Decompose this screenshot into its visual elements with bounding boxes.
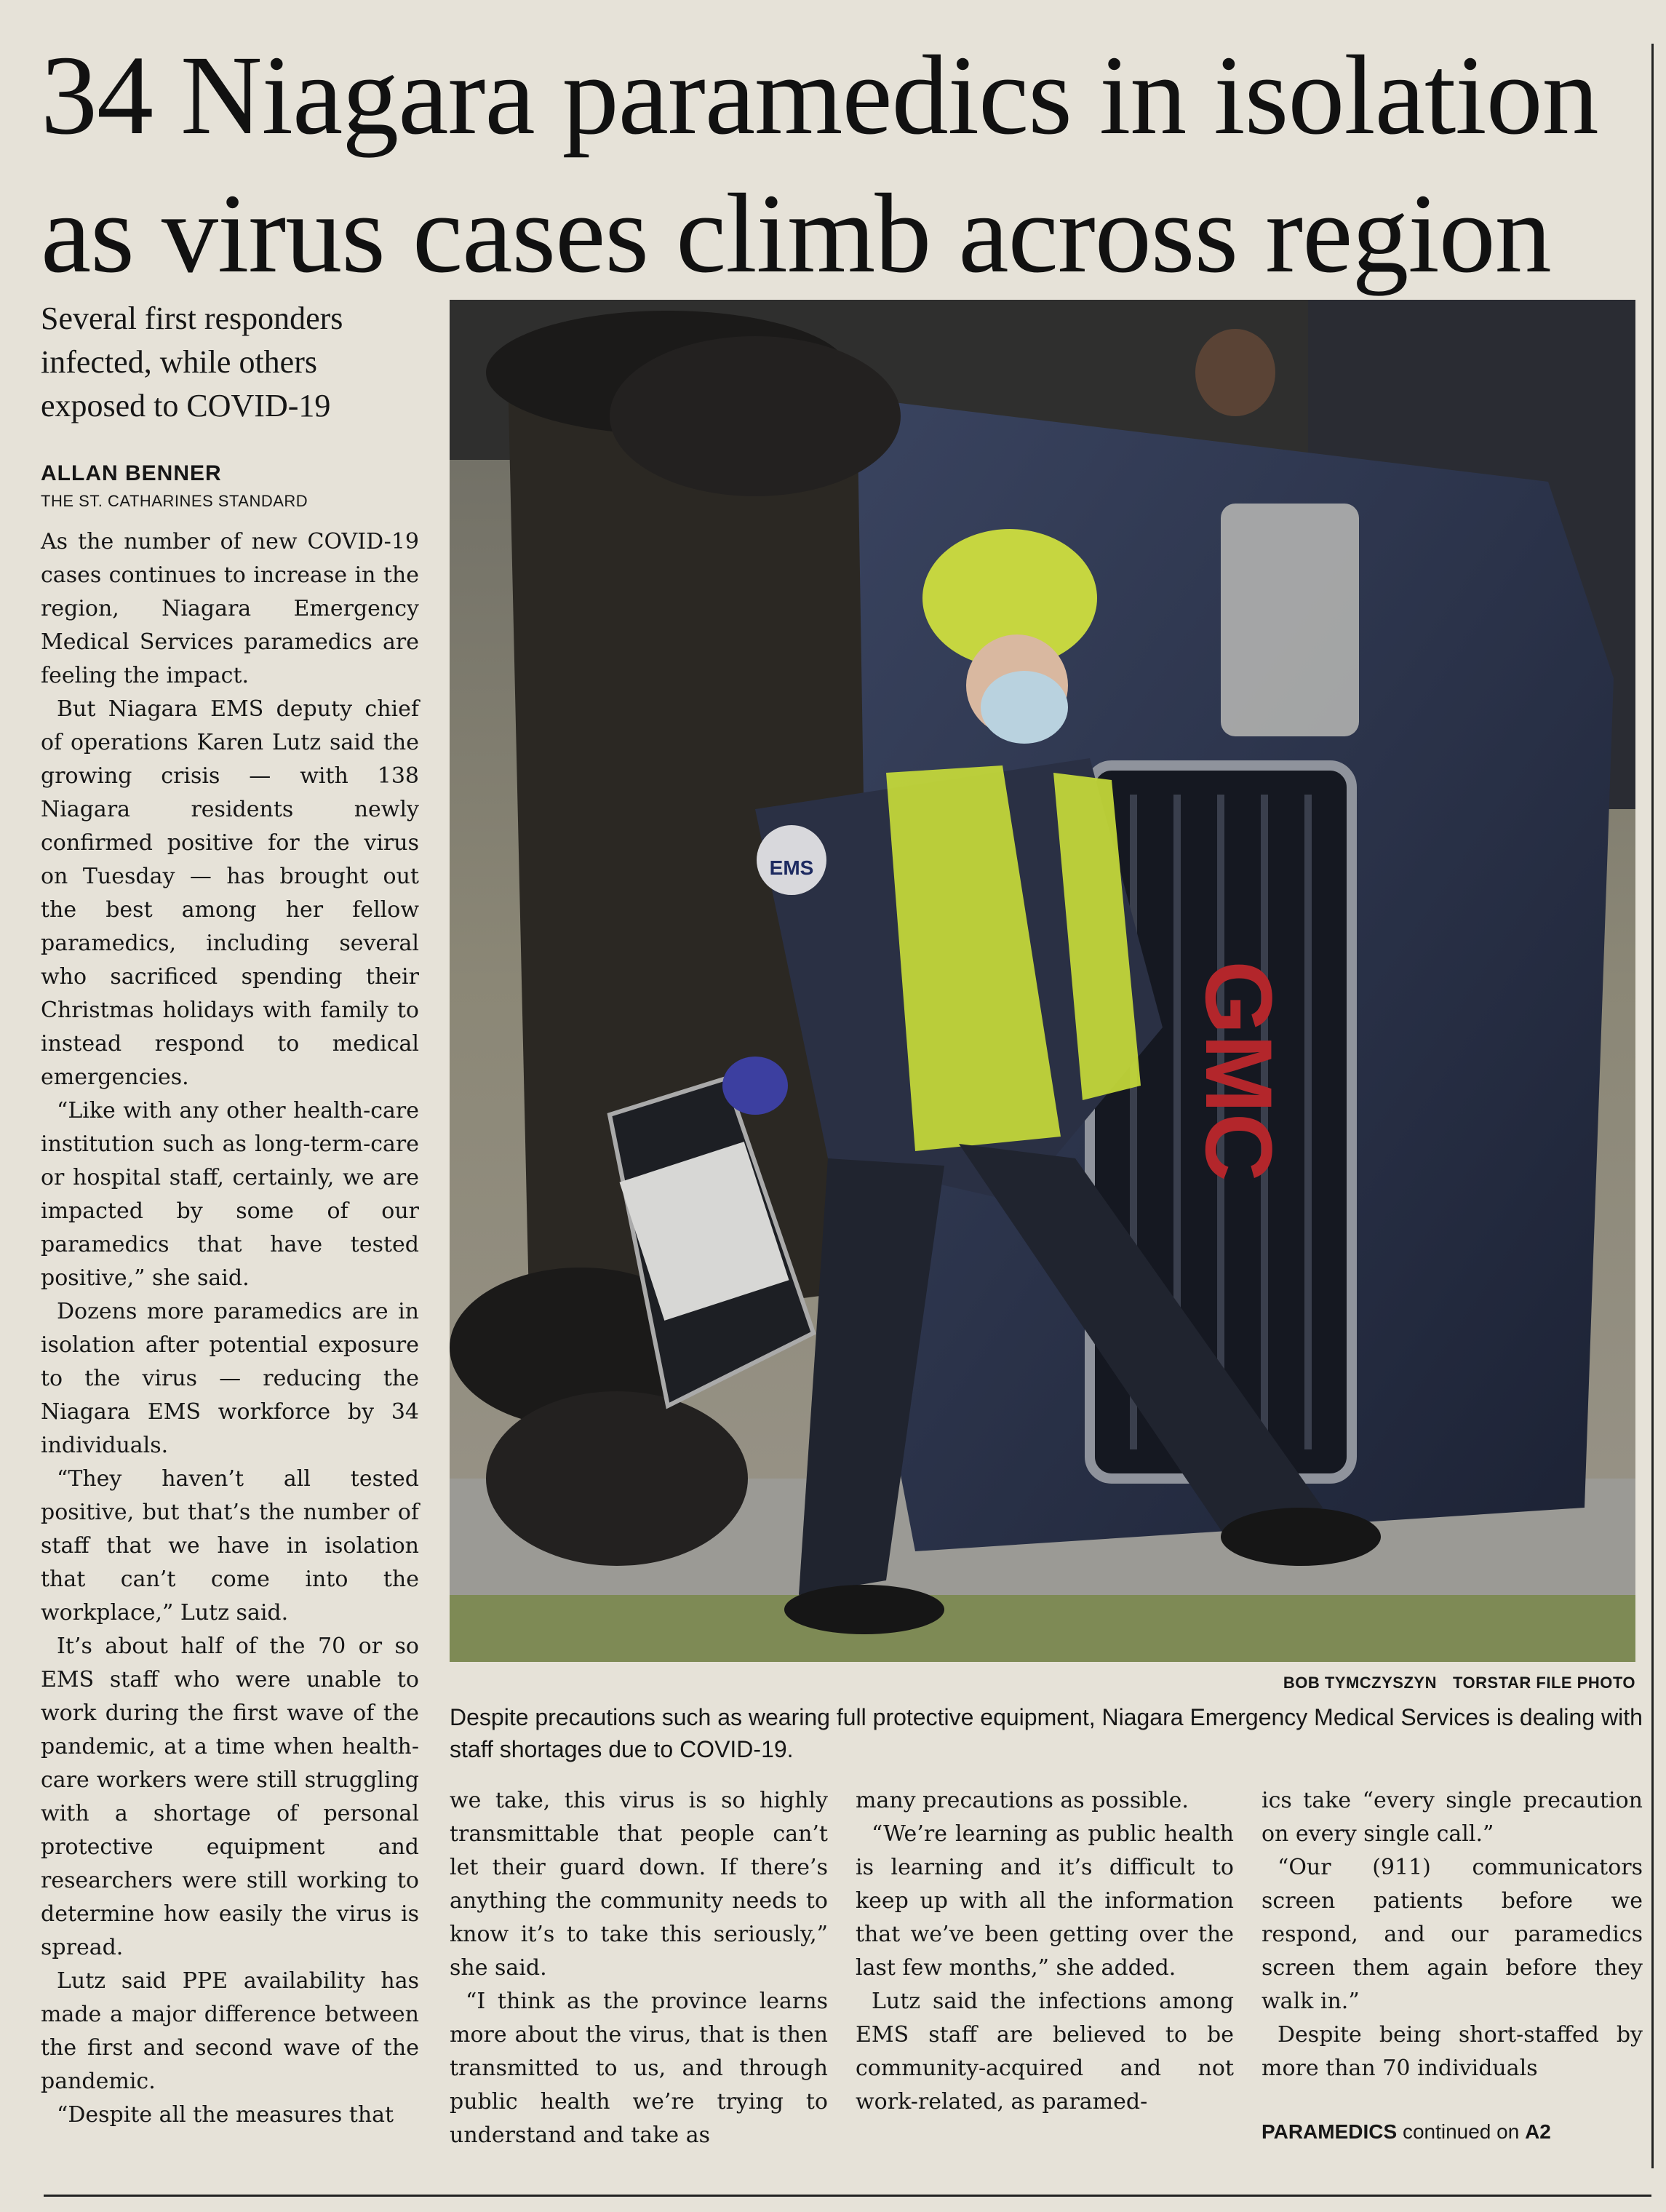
paragraph: Lutz said the infections among EMS staff are believed to be community-acquired and not work-related, as paramed- [856, 1989, 1234, 2114]
photo-illustration [450, 300, 1635, 1662]
continuation-text: continued on [1402, 2120, 1520, 2143]
photo-caption: Despite precautions such as wearing full protective equipment, Niagara Emergency Medical Services is dealing with staff shortages due to COVID-19. [450, 1704, 1643, 1762]
tire-shape [610, 336, 901, 496]
headline [41, 26, 1627, 303]
continuation-page: A2 [1525, 2120, 1551, 2143]
paragraph: ics take “every single precaution on every single call.” [1262, 1788, 1643, 1847]
photo-credit [450, 1674, 1635, 1692]
paragraph: “Despite all the measures that [57, 2102, 394, 2128]
ems-patch-text: EMS [769, 856, 814, 879]
subheadline-line-2: infected, while others [41, 344, 317, 380]
column-rule [1651, 44, 1654, 2168]
byline-affiliation: THE ST. CATHARINES STANDARD [41, 492, 308, 510]
continuation-keyword: PARAMEDICS [1262, 2120, 1398, 2143]
page-bottom-rule [44, 2195, 1651, 2197]
paragraph: Dozens more paramedics are in isolation after potential exposure to the virus — reducing the Niagara EMS workforce by 34 individuals. [41, 1299, 419, 1458]
subheadline-line-3: exposed to COVID-19 [41, 388, 331, 423]
article-column-1 [41, 525, 419, 2132]
subheadline-line-1: Several first responders [41, 301, 343, 336]
article-column-4 [1262, 1784, 1643, 2085]
paragraph: “Like with any other health-care institution such as long-term-care or hospital staff, certainly, we are impacted by some of our paramedics that have tested positive,” she said. [41, 1098, 419, 1291]
news-photo [450, 300, 1635, 1662]
headline-line-2: as virus cases climb across region [41, 170, 1551, 296]
paragraph: many precautions as possible. [856, 1788, 1189, 1813]
paragraph: As the number of new COVID-19 cases continues to increase in the region, Niagara Emergency Medical Services paramedics are feeling the impact. [41, 529, 419, 688]
paragraph: “We’re learning as public health is learning and it’s difficult to keep up with all the information that we’ve been getting over the last few months,” she added. [856, 1821, 1234, 1981]
paragraph: Despite being short-staffed by more than 70 individuals [1262, 2022, 1643, 2081]
paragraph: “They haven’t all tested positive, but that’s the number of staff that we have in isolation that can’t come into the workplace,” Lutz said. [41, 1466, 419, 1626]
photo-credit-name: BOB TYMCZYSZYN [1283, 1674, 1437, 1692]
byline-author: ALLAN BENNER [41, 461, 222, 485]
vehicle-badge-text: GMC [1186, 960, 1292, 1182]
photo-credit-source: TORSTAR FILE PHOTO [1452, 1674, 1635, 1692]
paragraph: But Niagara EMS deputy chief of operations Karen Lutz said the growing crisis — with 138 Niagara residents newly confirmed positive for the virus on Tuesday — has brought out the best among her fellow paramedics, including several who sacrificed spending their Christmas holidays with family to instead respond to medical emergencies. [41, 696, 419, 1090]
paragraph: “Our (911) communicators screen patients before we respond, and our paramedics screen them again before they walk in.” [1262, 1855, 1643, 2014]
headline-line-1: 34 Niagara paramedics in isolation [41, 32, 1598, 158]
glove-shape [722, 1057, 788, 1115]
continuation-line [1262, 2120, 1551, 2144]
paragraph: “I think as the province learns more about the virus, that is then transmitted to us, and through public health we’re trying to understand and take as [450, 1989, 828, 2148]
article-column-2 [450, 1784, 828, 2152]
subheadline [41, 297, 419, 428]
paragraph: Lutz said PPE availability has made a major difference between the first and second wave of the pandemic. [41, 1968, 419, 2094]
paragraph: we take, this virus is so highly transmittable that people can’t let their guard down. If there’s anything the community needs to know it’s to take this seriously,” she said. [450, 1788, 828, 1981]
article-column-3 [856, 1784, 1234, 2119]
paragraph: It’s about half of the 70 or so EMS staff who were unable to work during the first wave of the pandemic, at a time when health-care workers were still struggling with a shortage of personal protective equipment and researchers were still working to determine how easily the virus is spread. [41, 1634, 419, 1960]
tire-shape [486, 1391, 748, 1566]
